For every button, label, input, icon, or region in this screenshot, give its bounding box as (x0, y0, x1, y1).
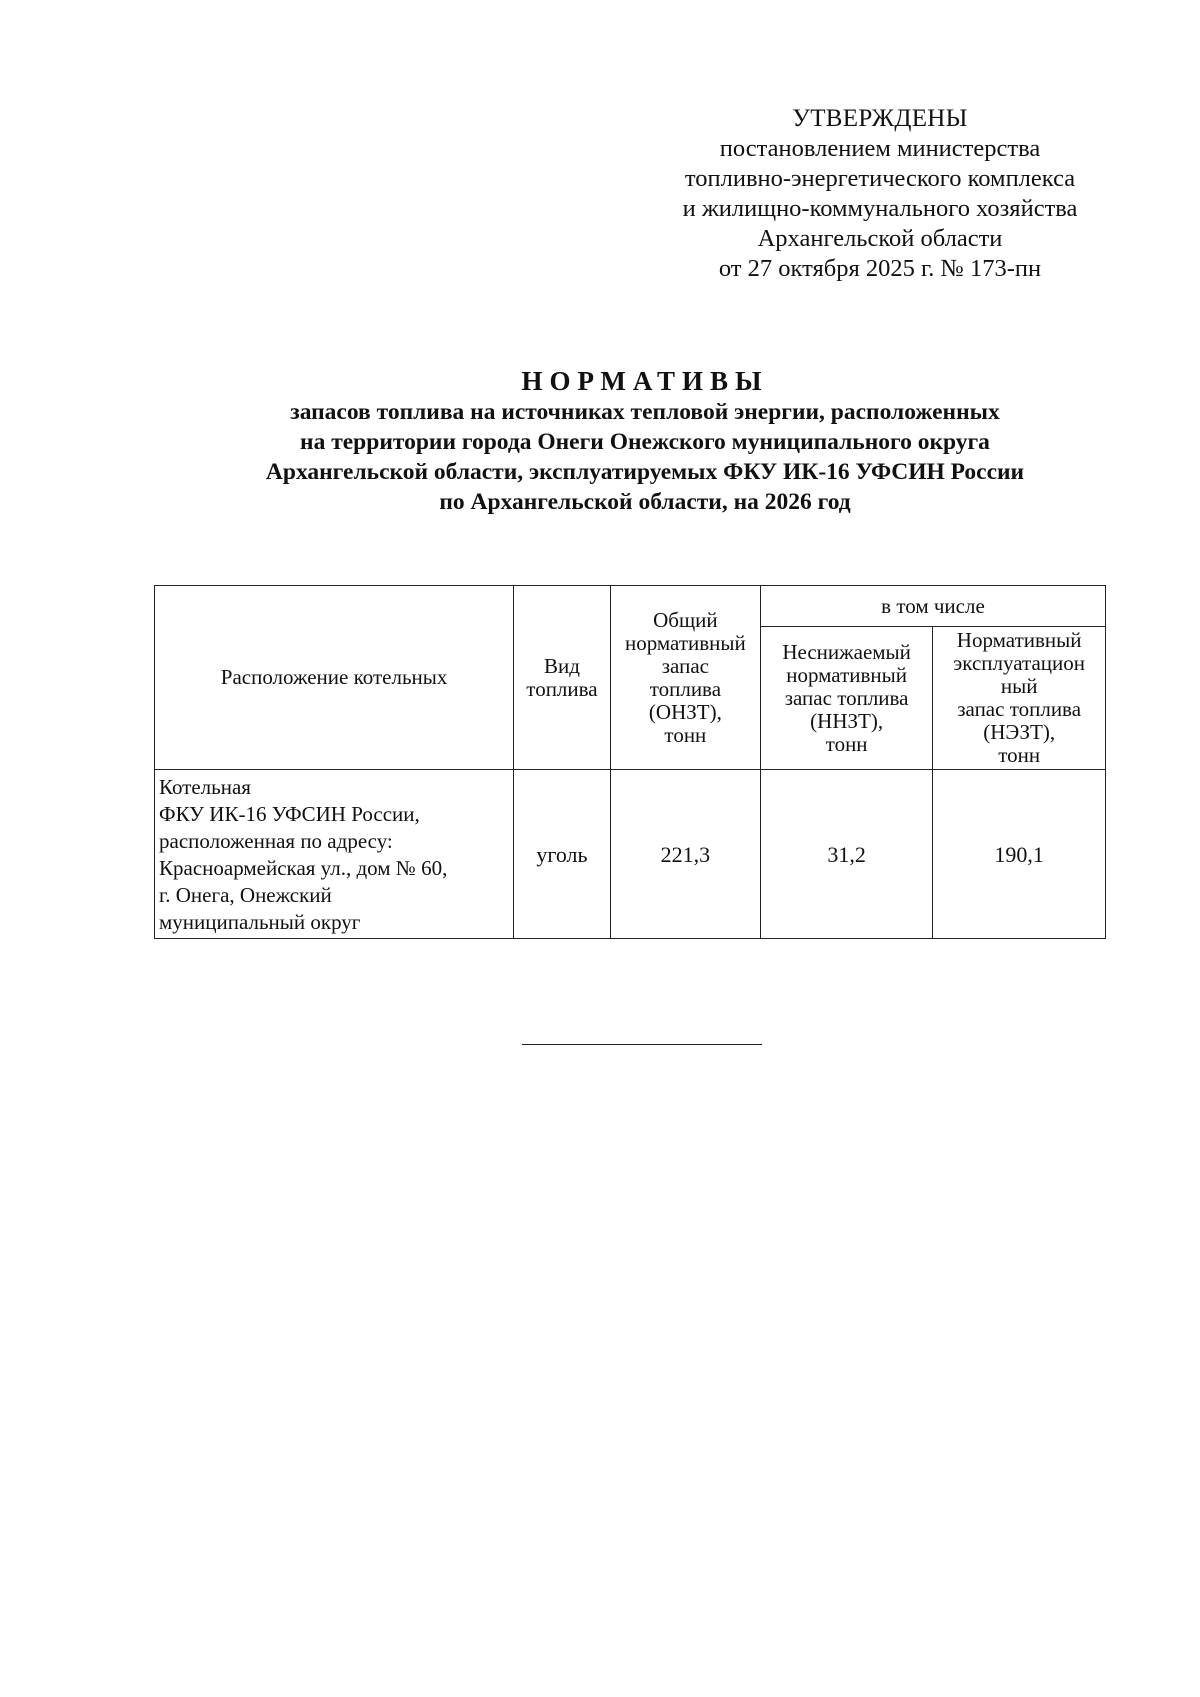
closing-separator-line (522, 1044, 762, 1045)
subtitle-line: по Архангельской области, на 2026 год (439, 489, 851, 515)
approval-line: от 27 октября 2025 г. № 173-пн (718, 255, 1042, 282)
header-line: запас (661, 653, 709, 678)
location-line: г. Онега, Онежский (159, 883, 332, 907)
header-line: запас топлива (957, 697, 1082, 721)
header-nezt (933, 627, 1106, 770)
header-line: Нормативный (956, 628, 1082, 652)
location-line: расположенная по адресу: (159, 829, 393, 853)
header-line: тонн (998, 743, 1041, 767)
location-line: Красноармейская ул., дом № 60, (159, 856, 448, 880)
header-total-reserve (610, 586, 760, 770)
header-line: тонн (664, 722, 707, 747)
cell-nezt: 190,1 (933, 770, 1106, 939)
header-line: (НЭЗТ), (983, 720, 1056, 744)
approval-line: и жилищно-коммунального хозяйства (682, 195, 1078, 222)
subtitle-line: на территории города Онеги Онежского муниципального округа (300, 429, 990, 455)
header-line: эксплуатацион (953, 651, 1085, 675)
header-line: запас топлива (784, 685, 909, 710)
fuel-norms-table (154, 585, 1106, 939)
header-line: ный (1000, 674, 1038, 698)
subtitle-line: запасов топлива на источниках тепловой энергии, расположенных (290, 399, 1000, 425)
cell-total: 221,3 (610, 770, 760, 939)
cell-nnzt: 31,2 (760, 770, 932, 939)
approval-line: Архангельской области (757, 225, 1003, 252)
cell-fuel-type: уголь (514, 770, 611, 939)
header-location: Расположение котельных (155, 586, 514, 770)
header-line: Неснижаемый (782, 639, 911, 664)
document-title: НОРМАТИВЫ (521, 366, 769, 396)
header-line: тонн (825, 731, 868, 756)
header-line: топлива (649, 676, 722, 701)
header-nnzt (760, 627, 932, 770)
approval-block (600, 104, 1160, 284)
approval-line: постановлением министерства (719, 135, 1041, 162)
header-line: нормативный (624, 630, 746, 655)
approval-line: топливно-энергетического комплекса (684, 165, 1076, 192)
table-row (155, 770, 1106, 939)
location-line: ФКУ ИК-16 УФСИН России, (159, 802, 420, 826)
header-including-group: в том числе (760, 586, 1105, 627)
header-line: (ОНЗТ), (648, 699, 722, 724)
location-line: муниципальный округ (159, 910, 361, 934)
header-line: Общий (653, 607, 718, 632)
header-fuel-type (514, 586, 611, 770)
subtitle-line: Архангельской области, эксплуатируемых ФКУ ИК-16 УФСИН России (265, 459, 1025, 485)
header-line: (ННЗТ), (810, 708, 884, 733)
header-line: Вид (544, 653, 580, 678)
cell-location (155, 770, 514, 939)
location-line: Котельная (159, 775, 251, 799)
header-line: нормативный (786, 662, 907, 687)
document-subtitle (150, 397, 1140, 517)
approval-heading: УТВЕРЖДЕНЫ (792, 105, 968, 132)
header-line: топлива (526, 676, 598, 701)
